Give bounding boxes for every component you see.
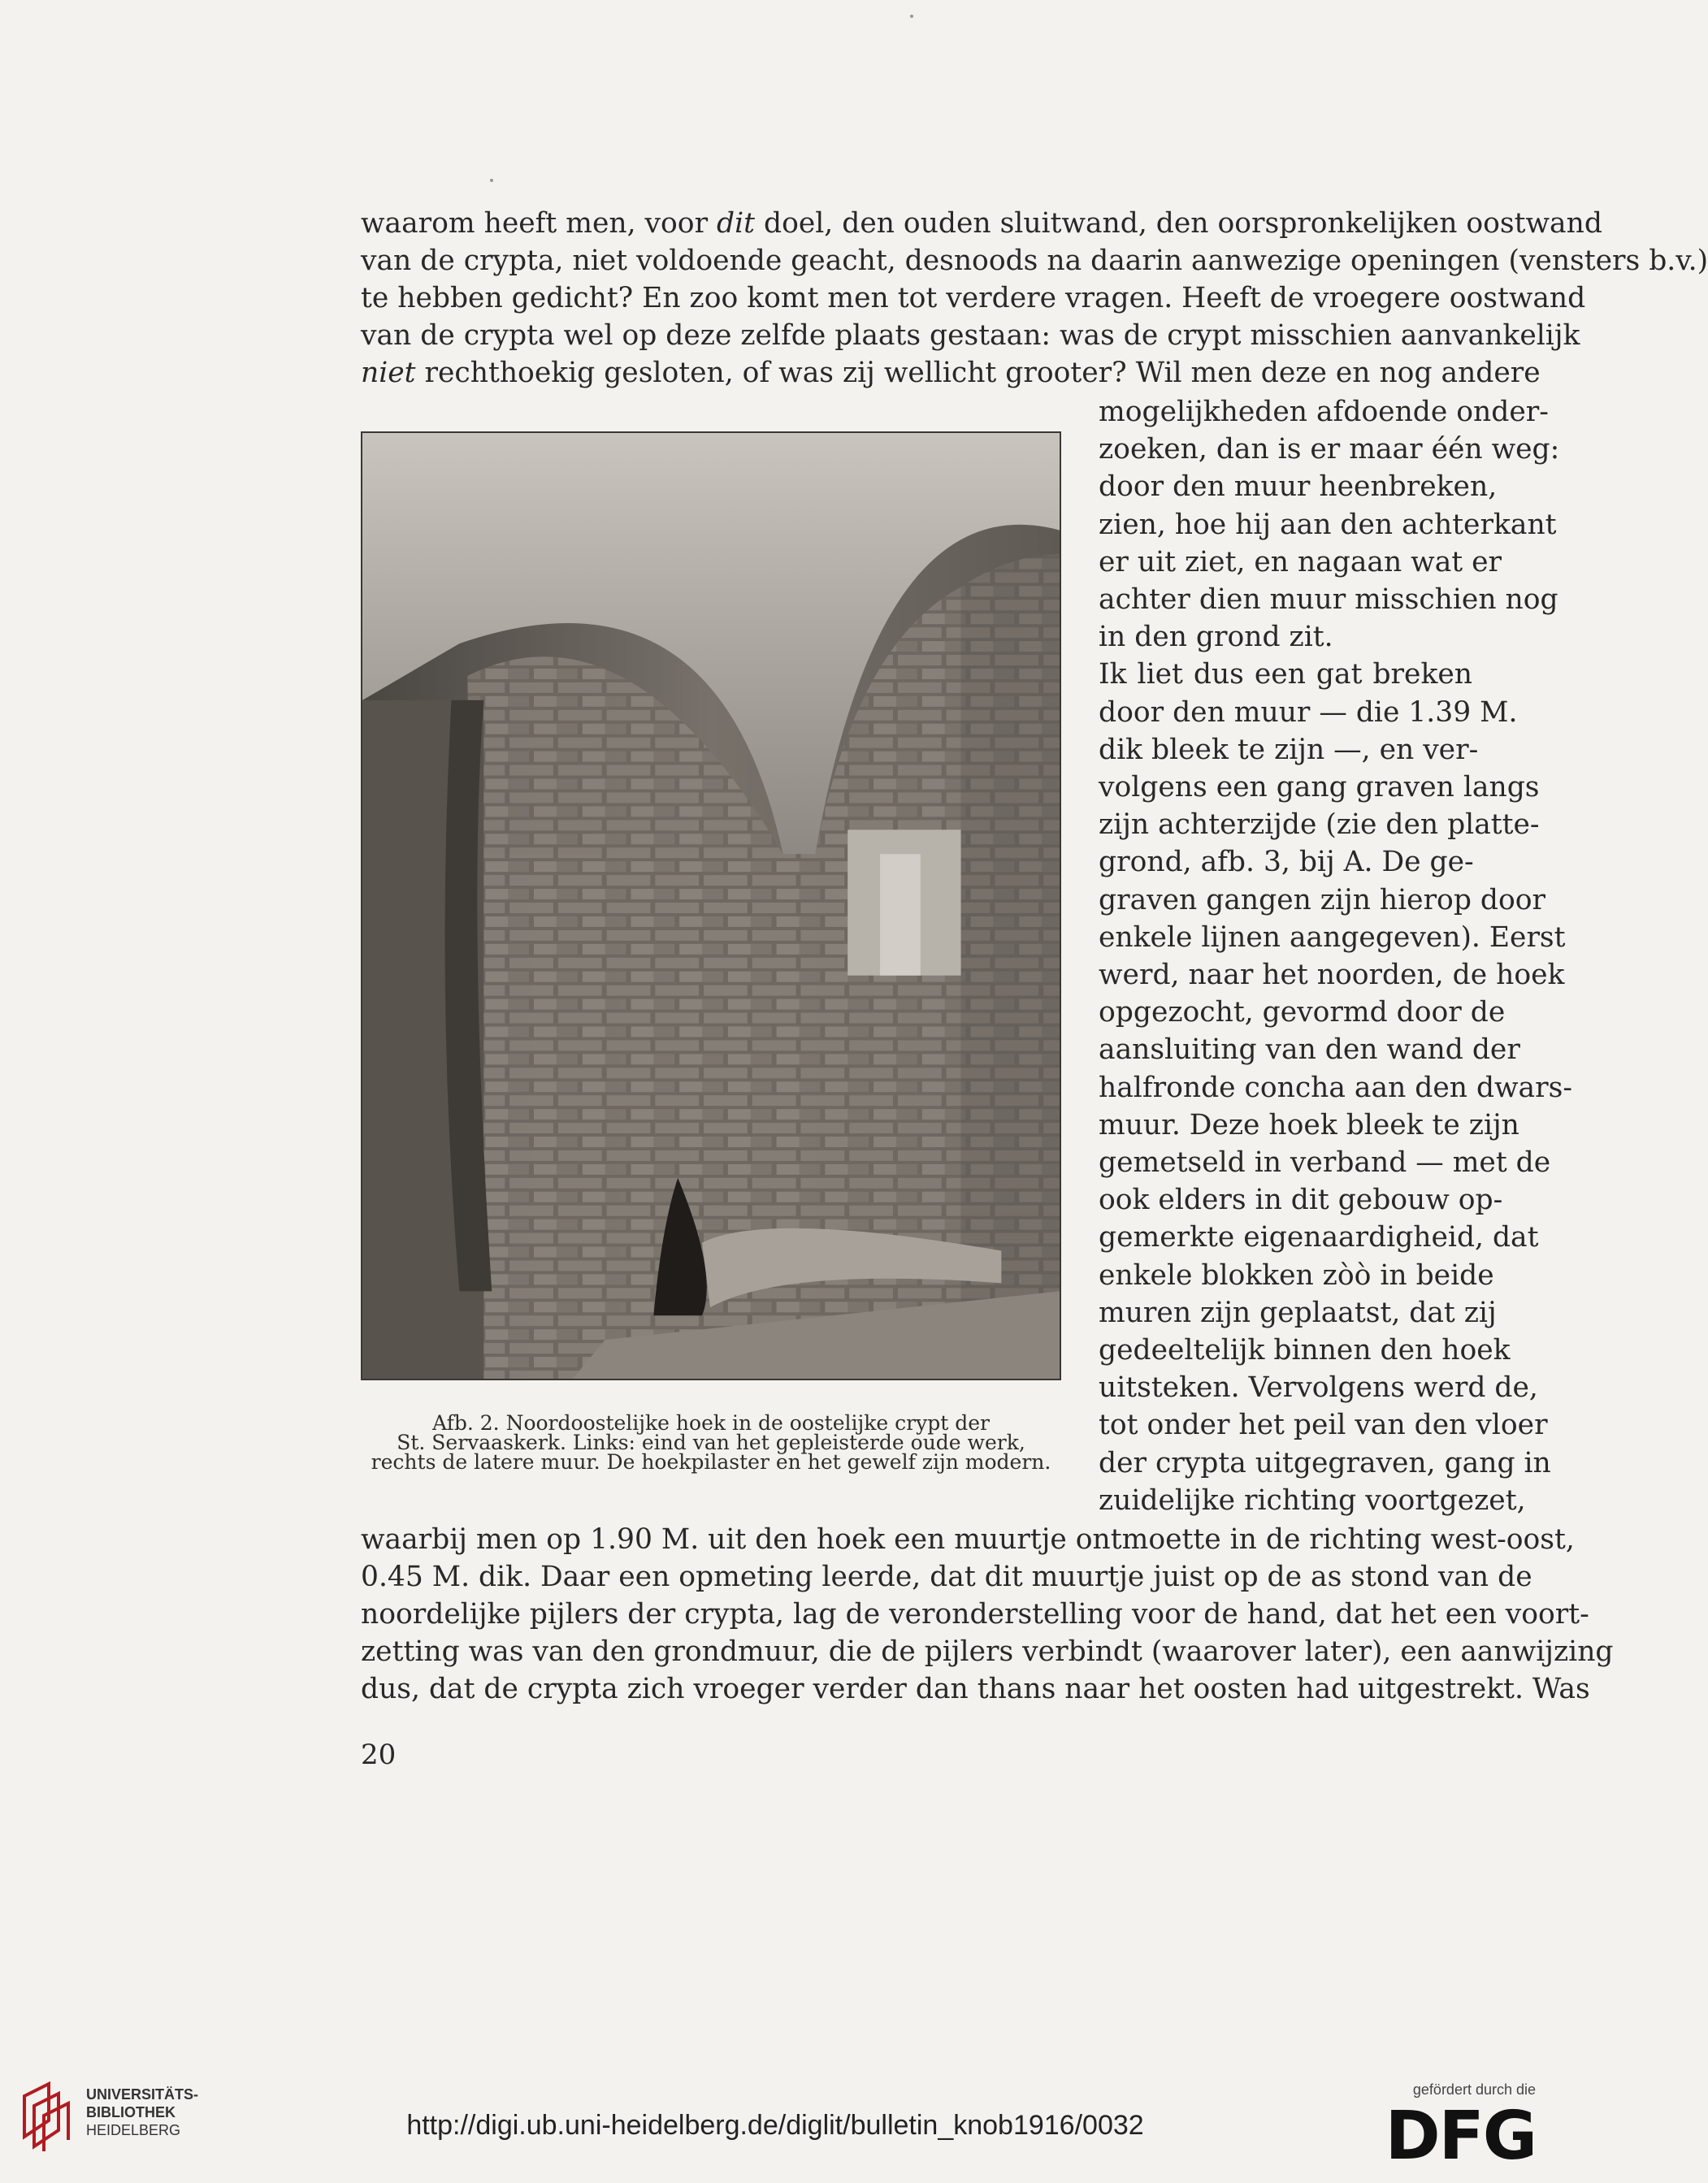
caption-line: rechts de latere muur. De hoekpilaster en het gewelf zijn modern. [371,1450,1051,1474]
text-line: dus, dat de crypta zich vroeger verder dan thans naar het oosten had uitgestrekt. Was [361,1673,1590,1705]
library-name-line1: UNIVERSITÄTS- [86,2086,199,2103]
crypt-corner-photo [362,433,1060,1379]
text-line: volgens een gang graven langs [1099,771,1540,803]
text-line: zoeken, dan is er maar één weg: [1099,433,1560,466]
text-line: muur. Deze hoek bleek te zijn [1099,1108,1519,1141]
text-line: er uit ziet, en nagaan wat er [1099,545,1502,578]
text-line: enkele lijnen aangegeven). Eerst [1099,920,1566,954]
text-line: ook elders in dit gebouw op- [1099,1184,1503,1217]
text-line: 0.45 M. dik. Daar een opmeting leerde, dat dit muurtje juist op de as stond van de [361,1561,1532,1593]
funding-label: gefördert durch die [1412,2081,1536,2098]
text-line: zijn achterzijde (zie den platte- [1099,808,1540,842]
permalink-url[interactable]: http://digi.ub.uni-heidelberg.de/diglit/bulletin_knob1916/0032 [406,2110,1144,2141]
text-line: werd, naar het noorden, de hoek [1099,959,1565,991]
text-line: gedeeltelijk binnen den hoek [1099,1334,1511,1367]
library-name-line2: BIBLIOTHEK [86,2104,176,2120]
text-line: opgezocht, gevormd door de [1099,996,1506,1029]
text-line: enkele blokken zòò in beide [1099,1258,1494,1292]
text-line: zien, hoe hij aan den achterkant [1099,508,1557,541]
text-line: waarom heeft men, voor dit doel, den ouden sluitwand, den oorspronkelijken oostwand [361,207,1602,240]
text-line: van de crypta, niet voldoende geacht, desnoods na daarin aanwezige openingen (vensters b.v.) [361,245,1708,277]
text-line: halfronde concha aan den dwars- [1099,1071,1572,1104]
text-line: dik bleek te zijn —, en ver- [1099,733,1479,766]
text-line: gemetseld in verband — met de [1099,1146,1551,1179]
figure-photograph [361,431,1061,1380]
library-name-line3: HEIDELBERG [86,2122,181,2138]
text-line: door den muur — die 1.39 M. [1099,695,1518,729]
text-line: aansluiting van den wand der [1099,1033,1520,1067]
text-line: niet rechthoekig gesloten, of was zij wellicht grooter? Wil men deze en nog andere [361,357,1541,389]
text-line: Ik liet dus een gat breken [1099,658,1472,691]
page-number: 20 [361,1739,397,1771]
text-line: zuidelijke richting voortgezet, [1099,1483,1526,1517]
text-line: van de crypta wel op deze zelfde plaats gestaan: was de crypt misschien aanvankelijk [361,319,1580,352]
text-line: mogelijkheden afdoende onder- [1099,396,1549,428]
paper-speck [910,15,913,18]
paper-speck [490,179,493,182]
text-line: graven gangen zijn hierop door [1099,883,1545,916]
text-line: uitsteken. Vervolgens werd de, [1099,1371,1538,1405]
text-line: te hebben gedicht? En zoo komt men tot verdere vragen. Heeft de vroegere oostwand [361,282,1586,314]
text-line: der crypta uitgegraven, gang in [1099,1446,1551,1479]
dfg-logo[interactable]: DFG [1385,2098,1536,2175]
text-line: in den grond zit. [1099,621,1333,654]
text-line: zetting was van den grondmuur, die de pijlers verbindt (waarover later), een aanwijzing [361,1635,1614,1668]
text-line: noordelijke pijlers der crypta, lag de veronderstelling voor de hand, dat het een voort- [361,1598,1589,1631]
text-line: achter dien muur misschien nog [1099,583,1558,616]
caption-line: St. Servaaskerk. Links: eind van het gepleisterde oude werk, [397,1431,1025,1454]
text-line: waarbij men op 1.90 M. uit den hoek een muurtje ontmoette in de richting west-oost, [361,1523,1575,1556]
text-line: gemerkte eigenaardigheid, dat [1099,1221,1539,1254]
text-line: muren zijn geplaatst, dat zij [1099,1296,1497,1329]
caption-line: Afb. 2. Noordoostelijke hoek in de oostelijke crypt der [432,1411,990,1435]
text-line: tot onder het peil van den vloer [1099,1409,1548,1442]
text-line: door den muur heenbreken, [1099,470,1498,504]
text-line: grond, afb. 3, bij A. De ge- [1099,846,1474,879]
